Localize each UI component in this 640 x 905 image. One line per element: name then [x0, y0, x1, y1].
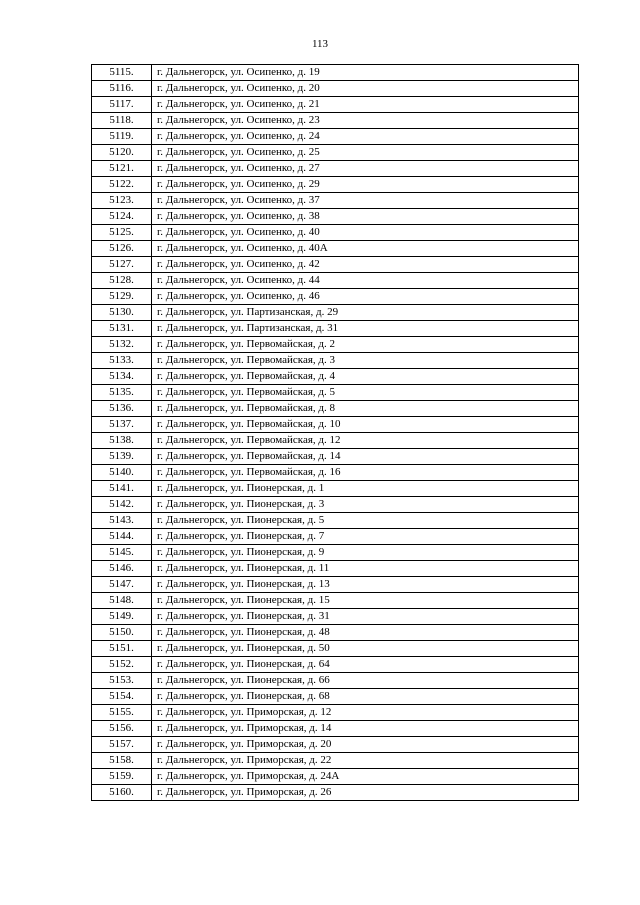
row-address: г. Дальнегорск, ул. Осипенко, д. 24 [152, 129, 579, 145]
row-address: г. Дальнегорск, ул. Осипенко, д. 40А [152, 241, 579, 257]
table-row [92, 593, 579, 609]
table-row [92, 177, 579, 193]
row-address: г. Дальнегорск, ул. Первомайская, д. 4 [152, 369, 579, 385]
row-address: г. Дальнегорск, ул. Пионерская, д. 5 [152, 513, 579, 529]
row-address: г. Дальнегорск, ул. Приморская, д. 26 [152, 785, 579, 801]
table-row [92, 449, 579, 465]
row-address: г. Дальнегорск, ул. Первомайская, д. 10 [152, 417, 579, 433]
row-address: г. Дальнегорск, ул. Приморская, д. 24А [152, 769, 579, 785]
table-row [92, 209, 579, 225]
table-row [92, 465, 579, 481]
row-number: 5132. [92, 337, 152, 353]
table-row [92, 241, 579, 257]
row-number: 5121. [92, 161, 152, 177]
row-address: г. Дальнегорск, ул. Пионерская, д. 68 [152, 689, 579, 705]
row-number: 5156. [92, 721, 152, 737]
table-row [92, 401, 579, 417]
address-table [91, 64, 579, 801]
row-address: г. Дальнегорск, ул. Осипенко, д. 27 [152, 161, 579, 177]
table-row [92, 433, 579, 449]
address-table-body [92, 65, 579, 801]
table-row [92, 129, 579, 145]
row-number: 5143. [92, 513, 152, 529]
table-row [92, 481, 579, 497]
table-row [92, 705, 579, 721]
row-address: г. Дальнегорск, ул. Первомайская, д. 8 [152, 401, 579, 417]
table-row [92, 497, 579, 513]
row-number: 5120. [92, 145, 152, 161]
row-number: 5152. [92, 657, 152, 673]
row-address: г. Дальнегорск, ул. Пионерская, д. 9 [152, 545, 579, 561]
row-number: 5128. [92, 273, 152, 289]
row-address: г. Дальнегорск, ул. Первомайская, д. 3 [152, 353, 579, 369]
table-row [92, 97, 579, 113]
table-row [92, 225, 579, 241]
row-number: 5118. [92, 113, 152, 129]
row-address: г. Дальнегорск, ул. Приморская, д. 12 [152, 705, 579, 721]
row-address: г. Дальнегорск, ул. Осипенко, д. 20 [152, 81, 579, 97]
row-number: 5147. [92, 577, 152, 593]
table-row [92, 145, 579, 161]
row-number: 5154. [92, 689, 152, 705]
table-row [92, 769, 579, 785]
row-address: г. Дальнегорск, ул. Партизанская, д. 31 [152, 321, 579, 337]
table-row [92, 273, 579, 289]
table-row [92, 737, 579, 753]
table-row [92, 641, 579, 657]
row-address: г. Дальнегорск, ул. Осипенко, д. 21 [152, 97, 579, 113]
row-number: 5151. [92, 641, 152, 657]
row-address: г. Дальнегорск, ул. Осипенко, д. 40 [152, 225, 579, 241]
table-row [92, 369, 579, 385]
row-address: г. Дальнегорск, ул. Первомайская, д. 2 [152, 337, 579, 353]
row-number: 5138. [92, 433, 152, 449]
row-address: г. Дальнегорск, ул. Первомайская, д. 5 [152, 385, 579, 401]
row-number: 5148. [92, 593, 152, 609]
row-number: 5150. [92, 625, 152, 641]
table-row [92, 417, 579, 433]
table-row [92, 753, 579, 769]
table-row [92, 305, 579, 321]
row-address: г. Дальнегорск, ул. Осипенко, д. 37 [152, 193, 579, 209]
table-row [92, 337, 579, 353]
row-number: 5129. [92, 289, 152, 305]
row-address: г. Дальнегорск, ул. Осипенко, д. 44 [152, 273, 579, 289]
row-address: г. Дальнегорск, ул. Первомайская, д. 16 [152, 465, 579, 481]
row-address: г. Дальнегорск, ул. Приморская, д. 20 [152, 737, 579, 753]
row-address: г. Дальнегорск, ул. Осипенко, д. 23 [152, 113, 579, 129]
row-address: г. Дальнегорск, ул. Осипенко, д. 25 [152, 145, 579, 161]
row-address: г. Дальнегорск, ул. Партизанская, д. 29 [152, 305, 579, 321]
row-number: 5149. [92, 609, 152, 625]
table-row [92, 689, 579, 705]
table-row [92, 513, 579, 529]
row-address: г. Дальнегорск, ул. Пионерская, д. 64 [152, 657, 579, 673]
table-row [92, 65, 579, 81]
row-number: 5140. [92, 465, 152, 481]
row-address: г. Дальнегорск, ул. Пионерская, д. 3 [152, 497, 579, 513]
row-address: г. Дальнегорск, ул. Пионерская, д. 15 [152, 593, 579, 609]
row-number: 5159. [92, 769, 152, 785]
page-number: 113 [311, 38, 329, 50]
row-number: 5155. [92, 705, 152, 721]
row-address: г. Дальнегорск, ул. Пионерская, д. 11 [152, 561, 579, 577]
table-row [92, 353, 579, 369]
row-address: г. Дальнегорск, ул. Осипенко, д. 19 [152, 65, 579, 81]
row-address: г. Дальнегорск, ул. Осипенко, д. 46 [152, 289, 579, 305]
table-row [92, 289, 579, 305]
table-row [92, 625, 579, 641]
table-row [92, 385, 579, 401]
row-address: г. Дальнегорск, ул. Пионерская, д. 13 [152, 577, 579, 593]
row-number: 5116. [92, 81, 152, 97]
table-row [92, 113, 579, 129]
table-row [92, 257, 579, 273]
row-number: 5141. [92, 481, 152, 497]
table-row [92, 545, 579, 561]
row-number: 5144. [92, 529, 152, 545]
table-row [92, 673, 579, 689]
table-row [92, 577, 579, 593]
row-number: 5158. [92, 753, 152, 769]
row-number: 5145. [92, 545, 152, 561]
row-address: г. Дальнегорск, ул. Пионерская, д. 66 [152, 673, 579, 689]
row-number: 5137. [92, 417, 152, 433]
row-number: 5153. [92, 673, 152, 689]
row-number: 5160. [92, 785, 152, 801]
row-number: 5142. [92, 497, 152, 513]
row-number: 5146. [92, 561, 152, 577]
table-row [92, 193, 579, 209]
row-address: г. Дальнегорск, ул. Осипенко, д. 38 [152, 209, 579, 225]
row-number: 5133. [92, 353, 152, 369]
row-number: 5135. [92, 385, 152, 401]
row-number: 5122. [92, 177, 152, 193]
table-row [92, 81, 579, 97]
row-number: 5126. [92, 241, 152, 257]
row-number: 5125. [92, 225, 152, 241]
row-number: 5124. [92, 209, 152, 225]
row-address: г. Дальнегорск, ул. Пионерская, д. 7 [152, 529, 579, 545]
row-number: 5131. [92, 321, 152, 337]
row-address: г. Дальнегорск, ул. Первомайская, д. 12 [152, 433, 579, 449]
row-address: г. Дальнегорск, ул. Пионерская, д. 48 [152, 625, 579, 641]
row-number: 5115. [92, 65, 152, 81]
row-address: г. Дальнегорск, ул. Пионерская, д. 31 [152, 609, 579, 625]
table-row [92, 721, 579, 737]
row-address: г. Дальнегорск, ул. Приморская, д. 22 [152, 753, 579, 769]
table-row [92, 609, 579, 625]
row-number: 5117. [92, 97, 152, 113]
table-row [92, 657, 579, 673]
row-address: г. Дальнегорск, ул. Осипенко, д. 29 [152, 177, 579, 193]
table-row [92, 529, 579, 545]
row-number: 5139. [92, 449, 152, 465]
table-row [92, 161, 579, 177]
row-number: 5134. [92, 369, 152, 385]
row-number: 5136. [92, 401, 152, 417]
table-row [92, 785, 579, 801]
row-number: 5157. [92, 737, 152, 753]
table-row [92, 561, 579, 577]
row-address: г. Дальнегорск, ул. Пионерская, д. 50 [152, 641, 579, 657]
row-number: 5127. [92, 257, 152, 273]
table-row [92, 321, 579, 337]
row-address: г. Дальнегорск, ул. Приморская, д. 14 [152, 721, 579, 737]
row-address: г. Дальнегорск, ул. Пионерская, д. 1 [152, 481, 579, 497]
row-address: г. Дальнегорск, ул. Осипенко, д. 42 [152, 257, 579, 273]
row-number: 5130. [92, 305, 152, 321]
row-address: г. Дальнегорск, ул. Первомайская, д. 14 [152, 449, 579, 465]
row-number: 5119. [92, 129, 152, 145]
row-number: 5123. [92, 193, 152, 209]
